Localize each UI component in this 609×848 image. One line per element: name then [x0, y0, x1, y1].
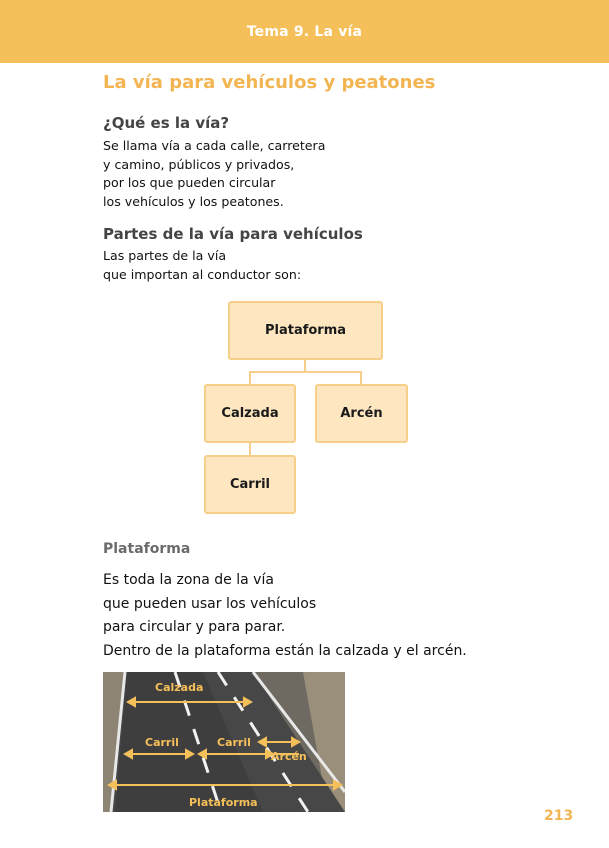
section-paragraph-que-es-la-via	[103, 137, 325, 211]
text-line: los vehículos y los peatones.	[103, 193, 284, 209]
text-line: que pueden usar los vehículos	[103, 595, 317, 612]
page-title: La vía para vehículos y peatones	[103, 72, 436, 93]
text-line: para circular y para parar.	[103, 619, 286, 635]
text-line: que importan al conductor son:	[103, 266, 302, 282]
text-line: Las partes de la vía	[103, 248, 227, 263]
calzada-label: Calzada	[155, 681, 204, 694]
connector-line	[360, 371, 362, 385]
connector-line	[249, 442, 251, 456]
text-line: Dentro de la plataforma están la calzada y el arcén.	[103, 642, 467, 659]
diagram-node-arcen: Arcén	[315, 384, 408, 443]
text-line: Se llama vía a cada calle, carretera	[103, 138, 326, 153]
diagram-node-plataforma: Plataforma	[228, 301, 383, 360]
text-line: por los que pueden circular	[103, 175, 276, 190]
connector-line	[249, 371, 362, 373]
arcen-label: Arcén	[271, 750, 307, 763]
carril-label-2: Carril	[217, 736, 251, 749]
text-line: y camino, públicos y privados,	[103, 156, 295, 172]
section-paragraph-partes-de-la-via	[103, 247, 301, 284]
section-paragraph-plataforma	[103, 569, 467, 663]
text-line: Es toda la zona de la vía	[103, 572, 274, 588]
connector-line	[249, 371, 251, 385]
chapter-title: Tema 9. La vía	[246, 23, 363, 40]
page-number: 213	[544, 808, 574, 824]
section-heading-plataforma: Plataforma	[103, 541, 191, 557]
diagram-node-carril: Carril	[204, 455, 296, 514]
section-heading-partes-de-la-via: Partes de la vía para vehículos	[103, 225, 363, 243]
section-heading-que-es-la-via: ¿Qué es la vía?	[103, 114, 230, 132]
plataforma-label: Plataforma	[189, 796, 258, 809]
carril-label-1: Carril	[145, 736, 179, 749]
page-header	[0, 0, 609, 63]
diagram-node-calzada: Calzada	[204, 384, 296, 443]
road-photo	[103, 672, 345, 812]
